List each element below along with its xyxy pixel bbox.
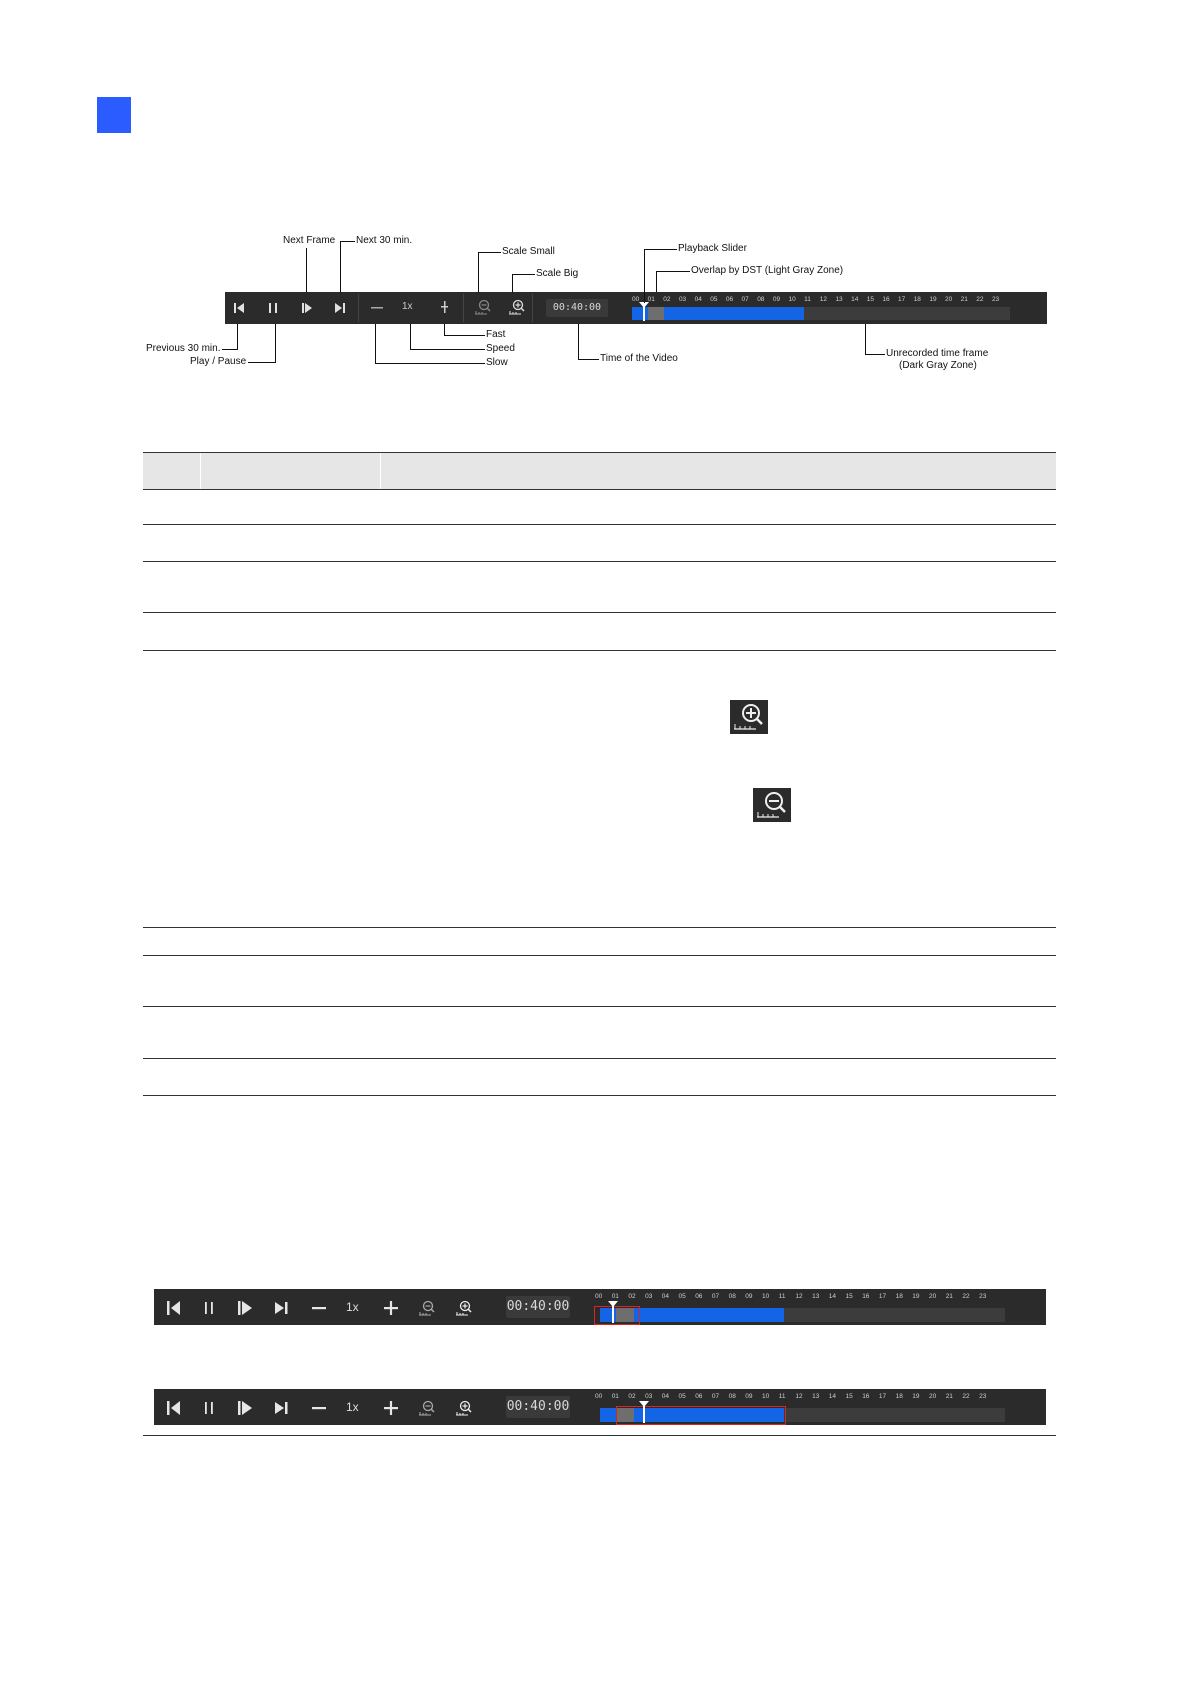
hour-label: 12 [795,1293,803,1300]
pause-icon[interactable] [266,301,280,315]
hour-label: 18 [895,1293,903,1300]
label-scale-small: Scale Small [502,246,555,257]
hour-label: 22 [976,296,984,303]
hour-label: 15 [845,1393,853,1400]
table-header [143,452,1056,490]
hour-label: 09 [745,1393,753,1400]
minus-icon[interactable] [310,1299,328,1317]
zoom-out-icon[interactable] [418,1399,436,1417]
hour-label: 05 [710,296,718,303]
hour-label: 06 [695,1393,703,1400]
hour-label: 14 [828,1393,837,1400]
hour-label: 09 [772,296,781,303]
hour-label: 09 [745,1293,753,1300]
time-display: 00:40:00 [506,1396,570,1418]
hour-label: 05 [678,1393,686,1400]
dst-zone [648,307,664,320]
section-marker [97,97,131,133]
skip-back-icon[interactable] [164,1399,182,1417]
hour-label: 08 [757,296,765,303]
speed-label: 1x [346,1400,359,1414]
hour-label: 04 [661,1293,670,1300]
hour-label: 14 [828,1293,837,1300]
table-row-divider [143,612,1056,613]
hour-label: 03 [645,1293,653,1300]
label-previous-30: Previous 30 min. [146,343,221,354]
hour-label: 08 [728,1293,736,1300]
label-overlap-dst: Overlap by DST (Light Gray Zone) [691,265,844,276]
hour-label: 19 [929,296,937,303]
plus-icon[interactable] [382,1399,400,1417]
plus-icon[interactable] [382,1299,400,1317]
skip-forward-icon[interactable] [272,1299,290,1317]
hour-label: 16 [862,1393,870,1400]
time-display: 00:40:00 [506,1296,570,1318]
hour-label: 20 [929,1393,937,1400]
hour-label: 10 [762,1393,770,1400]
hour-label: 02 [628,1393,636,1400]
hour-label: 15 [845,1293,853,1300]
slider-handle-icon[interactable] [639,1401,649,1407]
next-frame-icon[interactable] [300,301,314,315]
zoom-in-icon[interactable] [507,298,527,316]
hour-label: 03 [645,1393,653,1400]
label-unrecorded-1: Unrecorded time frame [886,348,989,359]
label-next-30: Next 30 min. [356,235,413,246]
hour-label: 07 [711,1393,720,1400]
hour-label: 23 [979,1293,987,1300]
zoom-out-icon[interactable] [418,1299,436,1317]
hour-label: 17 [878,1393,887,1400]
minus-icon[interactable] [370,301,384,315]
hour-label: 10 [762,1293,770,1300]
next-frame-icon[interactable] [236,1299,254,1317]
hour-label: 02 [663,296,671,303]
table-row-divider [143,524,1056,525]
speed-label: 1x [346,1300,359,1314]
zoom-out-icon[interactable] [473,298,493,316]
zoom-in-icon[interactable] [455,1399,473,1417]
table-row-divider [143,650,1056,651]
hour-label: 16 [862,1293,870,1300]
hour-label: 08 [728,1393,736,1400]
next-frame-icon[interactable] [236,1399,254,1417]
hour-label: 20 [945,296,953,303]
table-row-divider [143,1006,1056,1007]
pause-icon[interactable] [200,1399,218,1417]
label-unrecorded-2: (Dark Gray Zone) [899,360,977,371]
hour-label: 07 [741,296,749,303]
hour-label: 00 [595,1393,603,1400]
hour-label: 21 [945,1293,953,1300]
skip-forward-icon[interactable] [272,1399,290,1417]
hour-label: 11 [804,296,811,303]
hour-label: 20 [929,1293,937,1300]
hour-label: 05 [678,1293,686,1300]
hour-label: 18 [895,1393,903,1400]
slider-handle-icon[interactable] [608,1301,618,1307]
label-play-pause: Play / Pause [190,356,247,367]
table-row-divider [143,561,1056,562]
hour-label: 21 [945,1393,953,1400]
skip-back-icon[interactable] [232,301,246,315]
pause-icon[interactable] [200,1299,218,1317]
label-slow: Slow [486,357,508,368]
hour-label: 12 [795,1393,803,1400]
label-speed: Speed [486,343,515,354]
label-next-frame: Next Frame [283,235,336,246]
table-row-divider [143,927,1056,928]
hour-label: 04 [661,1393,670,1400]
hour-label: 11 [778,1393,786,1400]
bottom-rule [143,1435,1056,1436]
hour-label: 19 [912,1393,920,1400]
hour-label: 13 [835,296,843,303]
hour-label: 23 [979,1393,987,1400]
hour-label: 07 [711,1293,720,1300]
zoom-in-icon[interactable] [455,1299,473,1317]
hour-label: 12 [819,296,828,303]
hour-label: 10 [788,296,796,303]
hour-label: 19 [912,1293,920,1300]
hour-label: 17 [878,1293,887,1300]
plus-icon[interactable] [438,300,452,314]
highlight-box [616,1406,786,1425]
highlight-box [594,1306,640,1325]
hour-label: 00 [595,1293,603,1300]
hour-label: 03 [678,296,687,303]
skip-forward-icon[interactable] [333,301,347,315]
label-scale-big: Scale Big [536,268,579,279]
skip-back-icon[interactable] [164,1299,182,1317]
hour-label: 04 [694,296,702,303]
hour-label: 13 [812,1293,820,1300]
hour-label: 11 [778,1293,786,1300]
hour-label: 22 [962,1393,970,1400]
zoom-out-icon [753,788,791,822]
hour-label: 23 [991,296,1000,303]
hour-label: 14 [851,296,859,303]
hour-label: 22 [962,1293,970,1300]
minus-icon[interactable] [310,1399,328,1417]
label-fast: Fast [486,329,506,340]
hour-label: 18 [913,296,921,303]
hour-label: 01 [647,296,655,303]
hour-label: 21 [960,296,968,303]
time-display: 00:40:00 [546,299,608,317]
hour-label: 02 [628,1293,636,1300]
label-time-of-video: Time of the Video [600,353,678,364]
hour-label: 17 [898,296,906,303]
hour-label: 06 [725,296,734,303]
table-row-divider [143,955,1056,956]
hour-label: 15 [866,296,874,303]
zoom-in-icon [730,700,768,734]
hour-label: 16 [882,296,890,303]
label-playback-slider: Playback Slider [678,243,747,254]
hour-label: 01 [611,1293,619,1300]
hour-label: 13 [812,1393,820,1400]
table-row-divider [143,1058,1056,1059]
hour-label: 06 [695,1293,703,1300]
hour-label: 01 [611,1393,619,1400]
hour-label: 00 [632,296,640,303]
speed-label: 1x [402,301,413,312]
table-row-divider [143,1095,1056,1096]
